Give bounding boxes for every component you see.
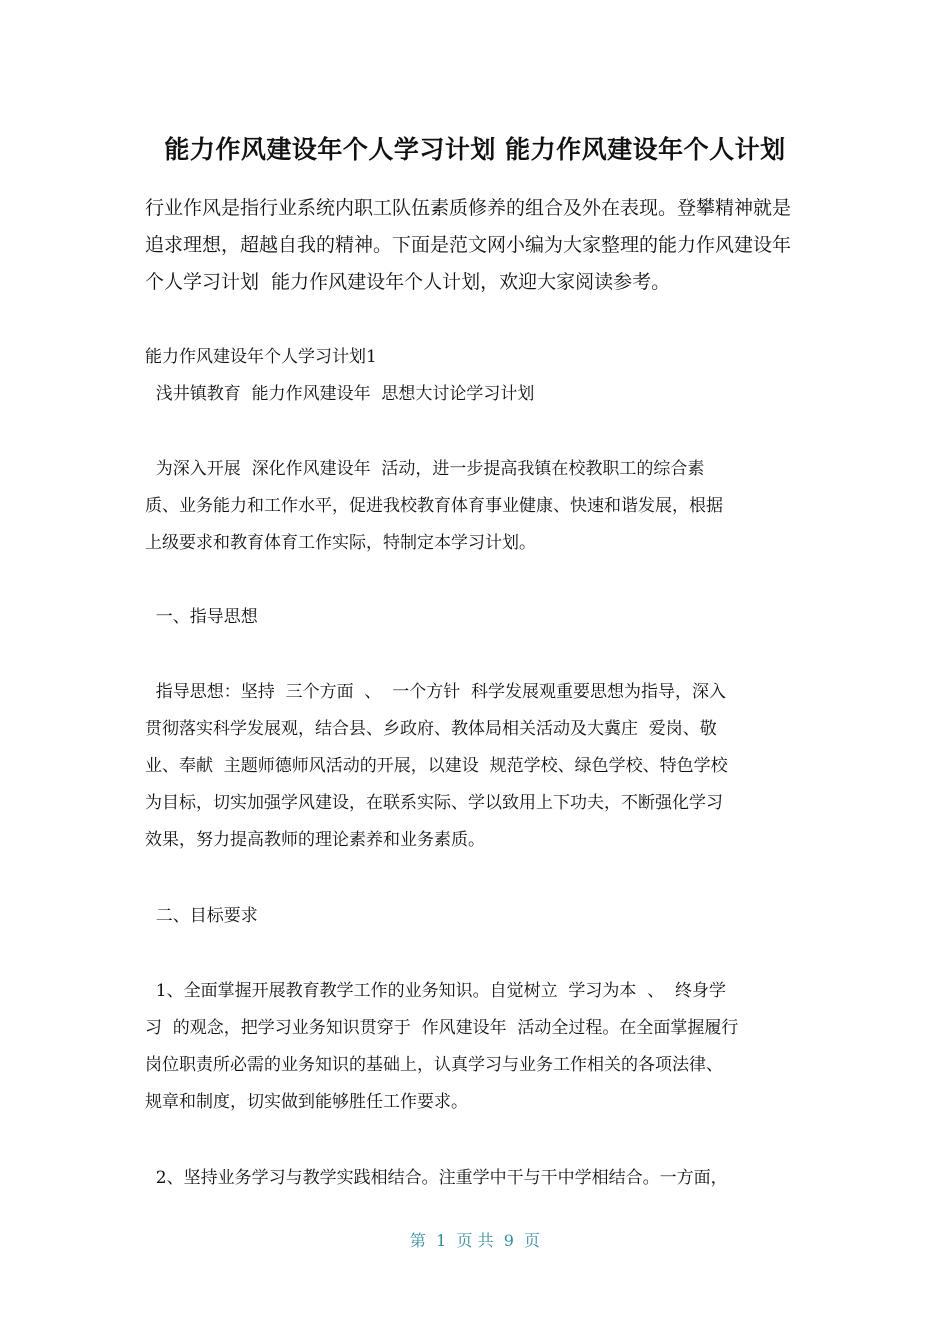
paragraph-line: 2、坚持业务学习与教学实践相结合。注重学中干与干中学相结合。一方面，: [145, 1168, 728, 1188]
paragraph-line: 效果，努力提高教师的理论素养和业务素质。: [145, 830, 485, 850]
paragraph-line: 为目标，切实加强学风建设，在联系实际、学以致用上下功夫，不断强化学习: [145, 793, 723, 813]
paragraph-line: 个人学习计划 能力作风建设年个人计划，欢迎大家阅读参考。: [145, 271, 671, 293]
paragraph-line: 业、奉献 主题师德师风活动的开展，以建设 规范学校、绿色学校、特色学校: [145, 756, 728, 776]
paragraph-line: 追求理想，超越自我的精神。下面是范文网小编为大家整理的能力作风建设年: [145, 234, 792, 256]
paragraph-line: 指导思想：坚持 三个方面 、 一个方针 科学发展观重要思想为指导，深入: [145, 682, 727, 702]
paragraph-line: 浅井镇教育 能力作风建设年 思想大讨论学习计划: [145, 384, 535, 404]
paragraph-line: 行业作风是指行业系统内职工队伍素质修养的组合及外在表现。登攀精神就是: [145, 197, 792, 219]
section-heading: 能力作风建设年个人学习计划1: [145, 347, 377, 367]
paragraph-line: 贯彻落实科学发展观，结合县、乡政府、教体局相关活动及大冀庄 爱岗、敬: [145, 719, 717, 739]
paragraph-line: 规章和制度，切实做到能够胜任工作要求。: [145, 1092, 468, 1112]
page-number: 第 1 页 共 9 页: [409, 1231, 541, 1250]
paragraph-line: 质、业务能力和工作水平，促进我校教育体育事业健康、快速和谐发展，根据: [145, 496, 723, 516]
paragraph-line: 习 的观念，把学习业务知识贯穿于 作风建设年 活动全过程。在全面掌握履行: [145, 1018, 739, 1038]
document-title: 能力作风建设年个人学习计划 能力作风建设年个人计划: [164, 135, 786, 164]
section-heading: 二、目标要求: [145, 906, 258, 926]
section-heading: 一、指导思想: [145, 607, 258, 627]
paragraph-line: 岗位职责所必需的业务知识的基础上，认真学习与业务工作相关的各项法律、: [145, 1055, 723, 1075]
paragraph-line: 为深入开展 深化作风建设年 活动，进一步提高我镇在校教职工的综合素: [145, 459, 705, 479]
paragraph-line: 1、全面掌握开展教育教学工作的业务知识。自觉树立 学习为本 、 终身学: [145, 981, 727, 1001]
paragraph-line: 上级要求和教育体育工作实际，特制定本学习计划。: [145, 533, 536, 553]
